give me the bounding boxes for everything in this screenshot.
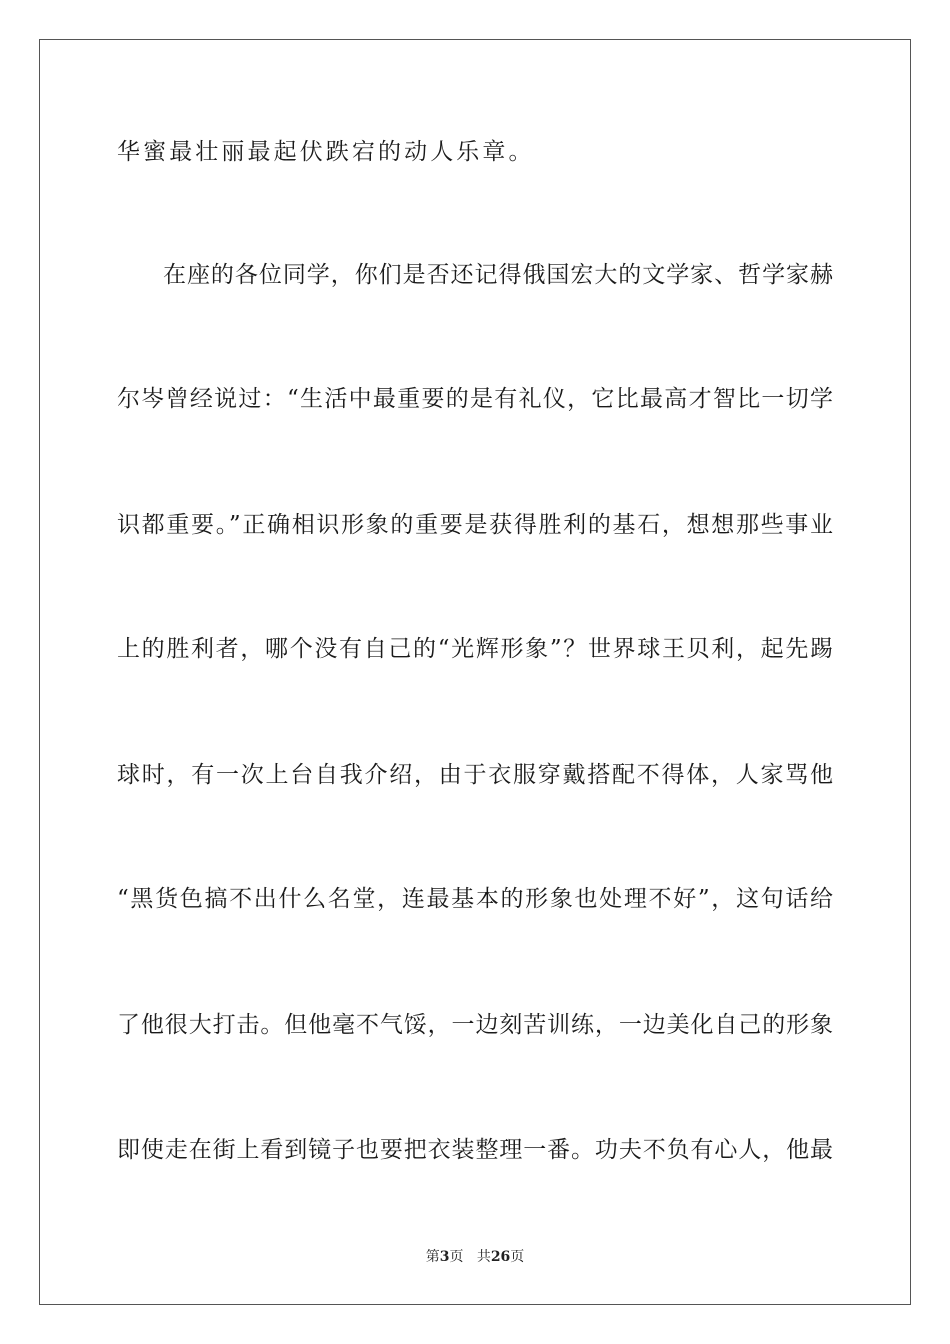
- text-line: “黑货色搞不出什么名堂，连最基本的形象也处理不好”，这句话给: [117, 886, 833, 912]
- total-suffix: 页: [510, 1249, 525, 1265]
- text-line: 球时，有一次上台自我介绍，由于衣服穿戴搭配不得体，人家骂他: [117, 762, 833, 788]
- page-footer: [0, 1246, 950, 1268]
- page-number: 3: [439, 1249, 450, 1265]
- total-prefix: 共: [476, 1249, 491, 1265]
- page-border: [39, 39, 911, 1305]
- text-line: 上的胜利者，哪个没有自己的“光辉形象”？世界球王贝利，起先踢: [117, 636, 833, 662]
- paragraph-first-line: 在座的各位同学，你们是否还记得俄国宏大的文学家、哲学家赫: [163, 262, 833, 288]
- text-line: 华蜜最壮丽最起伏跌宕的动人乐章。: [117, 139, 535, 165]
- text-line: 尔岑曾经说过：“生活中最重要的是有礼仪，它比最高才智比一切学: [117, 386, 833, 412]
- total-pages: 26: [490, 1249, 511, 1265]
- text-line: 识都重要。”正确相识形象的重要是获得胜利的基石，想想那些事业: [117, 512, 833, 538]
- text-line: 即使走在街上看到镜子也要把衣装整理一番。功夫不负有心人，他最: [117, 1137, 833, 1163]
- page-suffix: 页: [449, 1249, 464, 1265]
- text-line: 了他很大打击。但他毫不气馁，一边刻苦训练，一边美化自己的形象: [117, 1012, 833, 1038]
- page-prefix: 第: [425, 1249, 440, 1265]
